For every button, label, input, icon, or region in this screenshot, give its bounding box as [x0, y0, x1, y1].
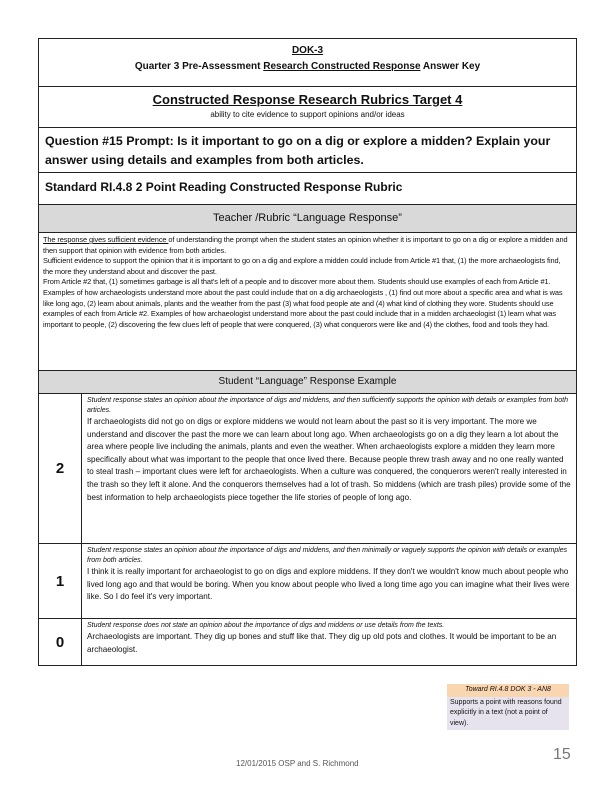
- document-title: [39, 59, 576, 75]
- header-section: [38, 38, 577, 87]
- title-prefix: Quarter 3 Pre-Assessment: [134, 61, 264, 72]
- teacher-rubric-text: [38, 232, 577, 371]
- score-row-2: [38, 393, 577, 544]
- teacher-lead: The response gives sufficient evidence: [43, 235, 169, 244]
- teacher-p3: From Article #2 that, (1) sometimes garbage is all that's left of a people and to discover more about them. Students should use examples of each from Article #1. Examples of how archaeologists understand more about the past could include that on a dig archaeologists , (1) find out more about a specific area and what is was like long ago, (2) learn about animals, plants and the weather from the past (3) what food people ate and (4) what kind of clothing they wore. Students should use examples of each from Article #2. Examples of how archaeologist understand more about the past could include that in a midden archaeologist (1) learn what was important to people, (2) discovering the few clues left of people that were conquered, (3) what conquerors were like and (4) the clothes, food and tools they had.: [43, 277, 563, 329]
- score-value: 0: [39, 619, 82, 665]
- note-heading: Toward RI.4.8 DOK 3 - AN8: [447, 684, 569, 697]
- example-response: Archaeologists are important. They dig up bones and stuff like that. They dig up old pots and clothes. It would be important to be an archaeologist.: [87, 632, 557, 654]
- example-response: If archaeologists did not go on digs or explore middens we would not learn about the past so it is very important. The more we understand and discover the past the more we can learn about long ago. When archaeologists go on a dig they learn a lot about the area where people live including the animals, plants and even the weather. When archaeologists explore a midden they learn more specifically about what was important to the people that once lived there. Because people threw trash away and no one really wanted to steal trash – important clues were left for archaeologists. When a culture was conquered, the conquerors weren't really interested in the trash so they left it alone. And the conquerors themselves had a lot of trash. So middens (which are trash piles) provide some of the best information to help archaeologists piece together the life stories of people of long ago.: [87, 417, 571, 502]
- title-suffix: Answer Key: [420, 61, 481, 72]
- score-criteria: Student response states an opinion about the importance of digs and middens, and then minimally or vaguely supports the opinion with details or examples from both articles.: [87, 547, 568, 564]
- footer-credit: 12/01/2015 OSP and S. Richmond: [236, 759, 359, 768]
- teacher-header: Teacher /Rubric “Language Response”: [38, 204, 577, 233]
- student-header: Student “Language” Response Example: [38, 370, 577, 394]
- page-number: 15: [553, 746, 571, 763]
- rubric-section: [38, 86, 577, 128]
- example-response: I think it is really important for archaeologist to go on digs and explore middens. If they don't we wouldn't know much about people who lived long ago and that would be boring. When you know about people who lived a long time ago you can imagine what their lives were like. So I do feel it's very important.: [87, 567, 570, 602]
- teacher-p2: Sufficient evidence to support the opinion that it is important to go on a dig and explore a midden could include from Article #1 that, (1) the more archaeologists find, the more they understand about and discover the past.: [43, 256, 561, 276]
- rubric-title: Constructed Response Research Rubrics Target 4: [152, 92, 463, 107]
- title-underlined: Research Constructed Response: [263, 61, 421, 72]
- dok-label: DOK-3: [291, 45, 324, 56]
- question-section: Question #15 Prompt: Is it important to go on a dig or explore a midden? Explain your answer using details and examples from both articles.: [38, 127, 577, 173]
- score-row-1: [38, 543, 577, 619]
- score-value: 2: [39, 394, 82, 543]
- teacher-p1: of understanding the prompt when the student states an opinion whether it is important to go on a dig or explore a midden and then support that opinion with evidence from both articles.: [43, 235, 568, 255]
- note-body: Supports a point with reasons found explicitly in a text (not a point of view).: [447, 697, 569, 731]
- score-criteria: Student response does not state an opinion about the importance of digs and middens or use details from the texts.: [87, 622, 445, 629]
- standard-note: [447, 684, 569, 730]
- standard-section: Standard RI.4.8 2 Point Reading Constructed Response Rubric: [38, 172, 577, 205]
- rubric-subtitle: ability to cite evidence to support opinions and/or ideas: [210, 110, 405, 119]
- score-criteria: Student response states an opinion about the importance of digs and middens, and then sufficiently supports the opinion with details or examples from both articles.: [87, 397, 568, 414]
- score-value: 1: [39, 544, 82, 618]
- score-row-0: [38, 618, 577, 666]
